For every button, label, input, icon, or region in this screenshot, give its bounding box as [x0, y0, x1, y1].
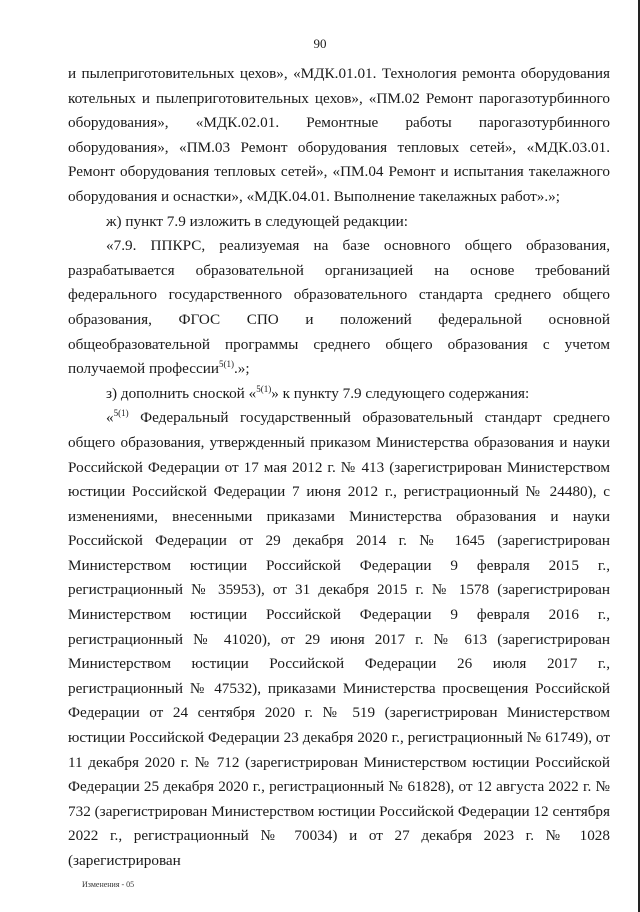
- paragraph-footnote-text: [68, 406, 610, 873]
- footnote-body: Федеральный государственный образовательный стандарт среднего общего образования, утвержденный приказом Министерства образования и науки Российской Федерации от 17 мая 2012 г. № 413 (зарегистрирован Министерством юстиции Российской Федерации 7 июня 2012 г., регистрационный № 24480), с изменениями, внесенными приказами Министерства образования и науки Российской Федерации от 29 декабря 2014 г. № 1645 (зарегистрирован Министерством юстиции Российской Федерации 9 февраля 2015 г., регистрационный № 35953), от 31 декабря 2015 г. № 1578 (зарегистрирован Министерством юстиции Российской Федерации 9 февраля 2016 г., регистрационный № 41020), от 29 июня 2017 г. № 613 (зарегистрирован Министерством юстиции Российской Федерации 26 июля 2017 г., регистрационный № 47532), приказами Министерства просвещения Российской Федерации от 24 сентября 2020 г. № 519 (зарегистрирован Министерством юстиции Российской Федерации 23 декабря 2020 г., регистрационный № 61749), от 11 декабря 2020 г. № 712 (зарегистрирован Министерством юстиции Российской Федерации 25 декабря 2020 г., регистрационный № 61828), от 12 августа 2022 г. № 732 (зарегистрирован Министерством юстиции Российской Федерации 12 сентября 2022 г., регистрационный № 70034) и от 27 декабря 2023 г. № 1028 (зарегистрирован: [68, 409, 610, 869]
- item-text-end: » к пункту 7.9 следующего содержания:: [271, 384, 530, 402]
- footer-label: Изменения - 05: [82, 880, 135, 889]
- footnote-ref: 5(1): [113, 408, 129, 419]
- paragraph-continuation: и пылеприготовительных цехов», «МДК.01.01. Технология ремонта оборудования котельных и пылеприготовительных цехов», «ПМ.02 Ремонт парогазотурбинного оборудования», «МДК.02.01. Ремонтные работы парогазотурбинного оборудования», «ПМ.03 Ремонт оборудования тепловых сетей», «МДК.03.01. Ремонт оборудования тепловых сетей», «ПМ.04 Ремонт и испытания такелажного оборудования и оснастки», «МДК.04.01. Выполнение такелажных работ».»;: [68, 65, 610, 205]
- page-number: 90: [313, 36, 327, 51]
- clause-text-end: .»;: [233, 360, 250, 378]
- clause-text: «7.9. ППКРС, реализуемая на базе основного общего образования, разрабатывается образовательной организацией на основе требований федерального государственного образовательного стандарта среднего общего образования, ФГОС СПО и положений федеральной основной общеобразовательной программы среднего общего образования с учетом получаемой профессии: [68, 237, 610, 378]
- footnote-ref: 5(1): [218, 359, 234, 370]
- paragraph-item-z: [68, 382, 610, 407]
- footnote-ref: 5(1): [256, 383, 272, 394]
- paragraph-item-zh: ж) пункт 7.9 изложить в следующей редакции:: [106, 212, 408, 230]
- document-body: [68, 62, 610, 874]
- item-text: з) дополнить сноской «: [106, 384, 257, 402]
- footnote-open-quote: «: [106, 409, 114, 427]
- paragraph-clause-7-9: [68, 234, 610, 382]
